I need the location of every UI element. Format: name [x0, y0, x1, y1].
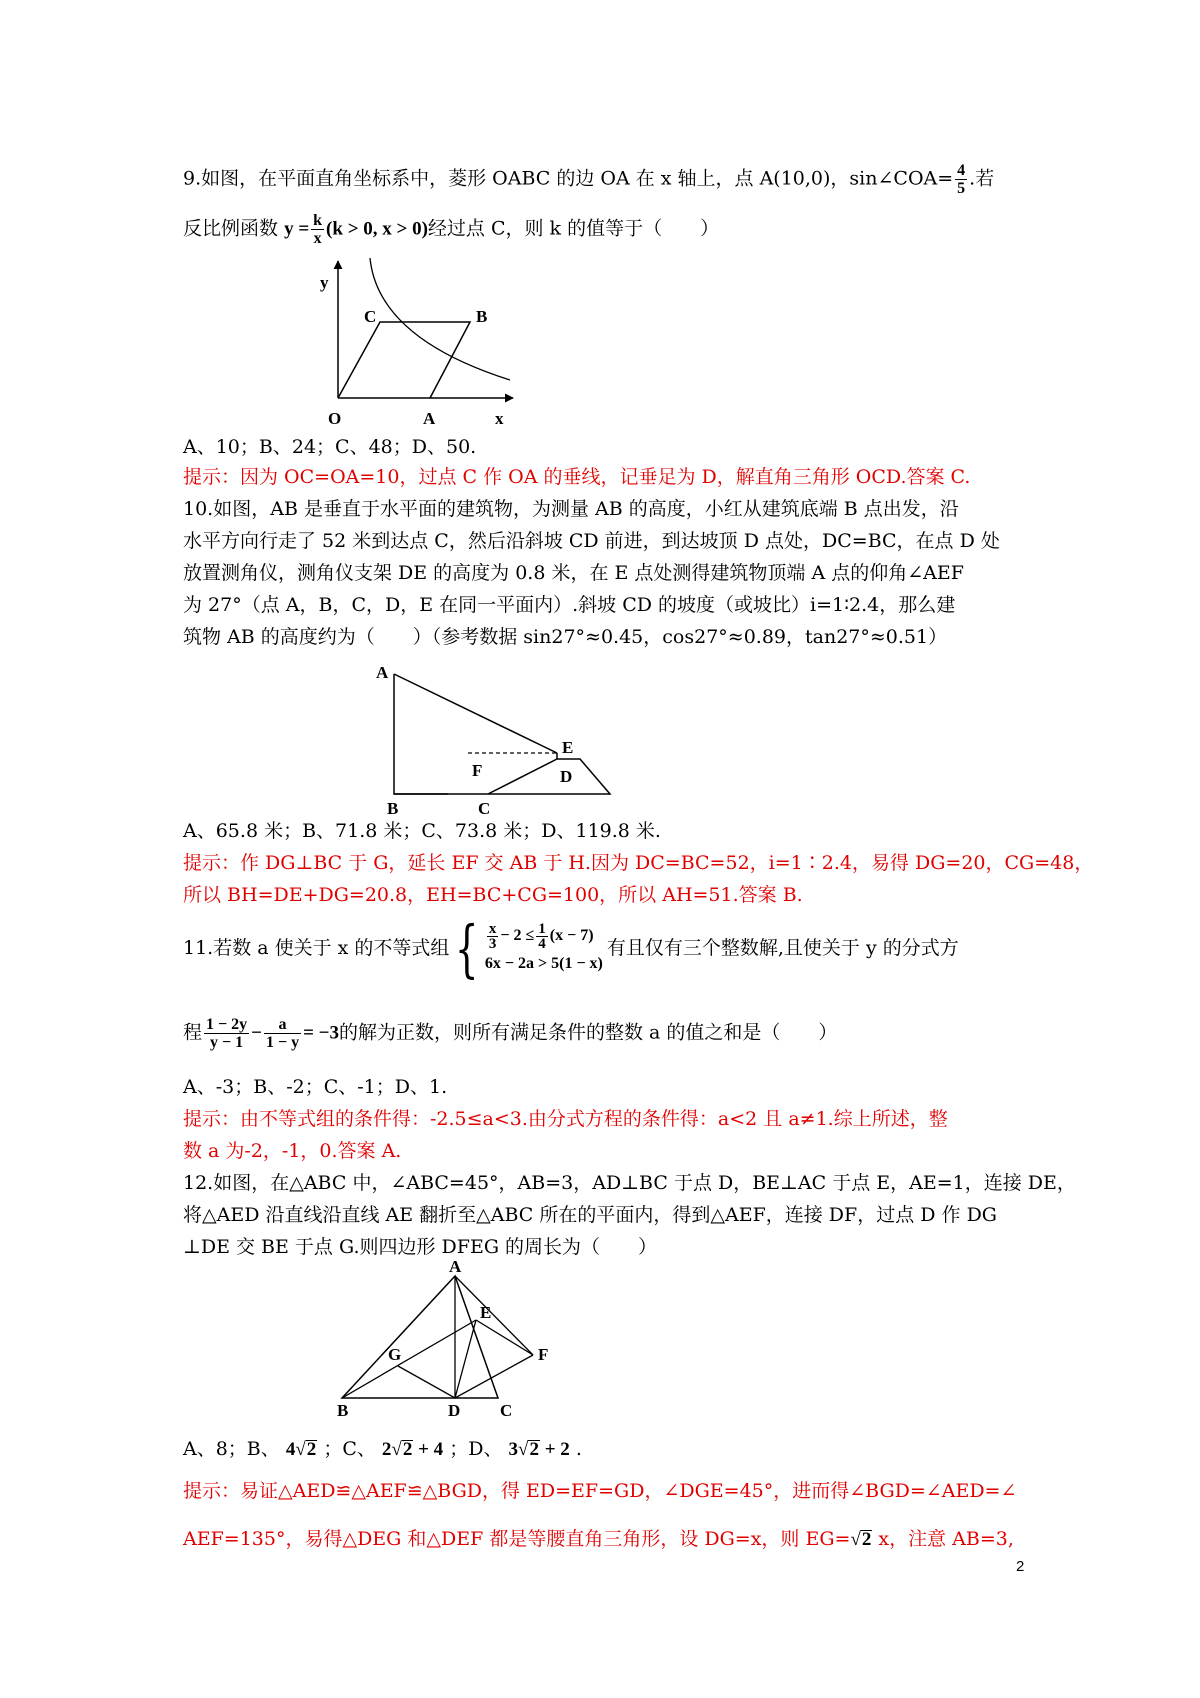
fraction-four-fifths: $\frac{4}{5}$: [957, 162, 966, 197]
q10-stem-line2: 水平方向行走了 52 米到达点 C，然后沿斜坡 CD 前进，到达坡顶 D 点处，DC=BC，在点 D 处: [183, 530, 1000, 552]
q12-stem-line3: ⊥DE 交 BE 于点 G.则四边形 DFEG 的周长为（ ）: [183, 1236, 658, 1258]
q12-options: A、8；B、 4√2 ；C、 2√2 + 4 ；D、 3√2 + 2 .: [183, 1438, 582, 1460]
q11-stem-line2: 程 $\frac{1 - 2y}{y - 1}$ − $\frac{a}{1 - y}$ = −3的解为正数，则所有满足条件的整数 a 的值之和是（ ）: [183, 1016, 838, 1051]
label-g: G: [388, 1345, 402, 1364]
q11-hint-line2: 数 a 为-2，-1，0.答案 A.: [183, 1140, 402, 1162]
label-e: E: [480, 1303, 492, 1322]
label-f: F: [472, 761, 483, 780]
label-d: D: [448, 1401, 461, 1418]
hyperbola-curve: [370, 258, 510, 380]
q12-stem-line1: 12.如图，在△ABC 中，∠ABC=45°，AB=3，AD⊥BC 于点 D，BE⊥AC 于点 E，AE=1，连接 DE，: [183, 1172, 1076, 1194]
sqrt-two: √2: [850, 1529, 872, 1550]
q12-figure: [330, 1258, 560, 1418]
label-c: C: [364, 307, 377, 326]
label-d: D: [560, 767, 573, 786]
q12-hint-line1: 提示：易证△AED≌△AEF≌△BGD，得 ED=EF=GD，∠DGE=45°，进而得∠BGD=∠AED=∠: [183, 1480, 1017, 1502]
slope-top: [488, 759, 610, 794]
q10-stem-line4: 为 27°（点 A，B，C，D，E 在同一平面内）.斜坡 CD 的坡度（或坡比）i=1∶2.4，那么建: [183, 594, 956, 616]
label-e: E: [562, 738, 574, 757]
triangle-abc: [342, 1276, 498, 1398]
sight-line-ae: [394, 674, 557, 753]
segment-de: [455, 1320, 476, 1398]
segment-af: [455, 1276, 533, 1355]
q10-stem-line5: 筑物 AB 的高度约为（ ）（参考数据 sin27°≈0.45，cos27°≈0.89，tan27°≈0.51）: [183, 626, 948, 648]
inequality-system: $\frac{x}{3}$ − 2 ≤ $\frac{1}{4}$ (x − 7) 6x − 2a > 5(1 − x): [484, 920, 603, 972]
q9-stem-line2: 反比例函数 y = $\frac{k}{x}$ (k > 0, x > 0)经过点 C，则 k 的值等于（ ）: [183, 212, 720, 247]
q10-figure: [370, 662, 620, 822]
q12-hint-line2: AEF=135°，易得△DEG 和△DEF 都是等腰直角三角形，设 DG=x，则 EG=√2 x，注意 AB=3,: [183, 1528, 1014, 1550]
segment-be: [342, 1320, 476, 1398]
brace-symbol: {: [455, 912, 479, 985]
label-x: x: [495, 409, 504, 428]
q10-options: A、65.8 米；B、71.8 米；C、73.8 米；D、119.8 米.: [183, 820, 661, 842]
q10-stem-line3: 放置测角仪，测角仪支架 DE 的高度为 0.8 米，在 E 点处测得建筑物顶端 A 点的仰角∠AEF: [183, 562, 964, 584]
label-a: A: [449, 1258, 462, 1276]
label-b: B: [387, 799, 399, 818]
label-b: B: [337, 1401, 349, 1418]
label-o: O: [328, 409, 342, 428]
building-ab: [394, 674, 448, 794]
label-b: B: [476, 307, 488, 326]
page-number: 2: [1016, 1558, 1025, 1575]
rhombus-oabc: [338, 322, 470, 398]
q11-options: A、-3；B、-2；C、-1；D、1.: [183, 1076, 448, 1098]
fraction-k-over-x: $\frac{k}{x}$: [313, 212, 323, 247]
option-d-value: 3√2 + 2: [508, 1439, 570, 1460]
label-c: C: [500, 1401, 513, 1418]
segment-df: [455, 1355, 533, 1398]
q11-hint-line1: 提示：由不等式组的条件得：-2.5≤a<3.由分式方程的条件得：a<2 且 a≠1.综上所述，整: [183, 1108, 948, 1130]
q10-hint-line1: 提示：作 DG⊥BC 于 G，延长 EF 交 AB 于 H.因为 DC=BC=52，i=1∶2.4，易得 DG=20，CG=48，: [183, 852, 1094, 874]
segment-dg: [398, 1366, 455, 1398]
q9-stem-line1: 9.如图，在平面直角坐标系中，菱形 OABC 的边 OA 在 x 轴上，点 A(10,0)，sin∠COA= $\frac{4}{5}$ .若: [183, 162, 995, 197]
q10-stem-line1: 10.如图，AB 是垂直于水平面的建筑物，为测量 AB 的高度，小红从建筑底端 B 点出发，沿: [183, 498, 959, 520]
q9-options: A、10；B、24；C、48；D、50.: [183, 436, 477, 458]
label-f: F: [538, 1345, 549, 1364]
option-c-value: 2√2 + 4: [381, 1439, 444, 1460]
option-b-value: 4√2: [285, 1439, 317, 1460]
q10-hint-line2: 所以 BH=DE+DG=20.8，EH=BC+CG=100，所以 AH=51.答案 B.: [183, 884, 803, 906]
label-y: y: [320, 273, 329, 292]
q9-figure: [310, 258, 520, 428]
label-c: C: [478, 799, 491, 818]
q11-stem-line1: 11.若数 a 使关于 x 的不等式组{ $\frac{x}{3}$ − 2 ≤ $\frac{1}{4}$ (x − 7) 6x − 2a > 5(1 − x) 有且仅有三个整数解,且使关于 y 的分式方: [183, 912, 959, 985]
slope-cd: [488, 759, 557, 794]
q12-stem-line2: 将△AED 沿直线沿直线 AE 翻折至△ABC 所在的平面内，得到△AEF，连接 DF，过点 D 作 DG: [183, 1204, 997, 1226]
label-a: A: [376, 663, 389, 682]
q9-hint: 提示：因为 OC=OA=10，过点 C 作 OA 的垂线，记垂足为 D，解直角三角形 OCD.答案 C.: [183, 466, 971, 488]
label-a: A: [423, 409, 436, 428]
